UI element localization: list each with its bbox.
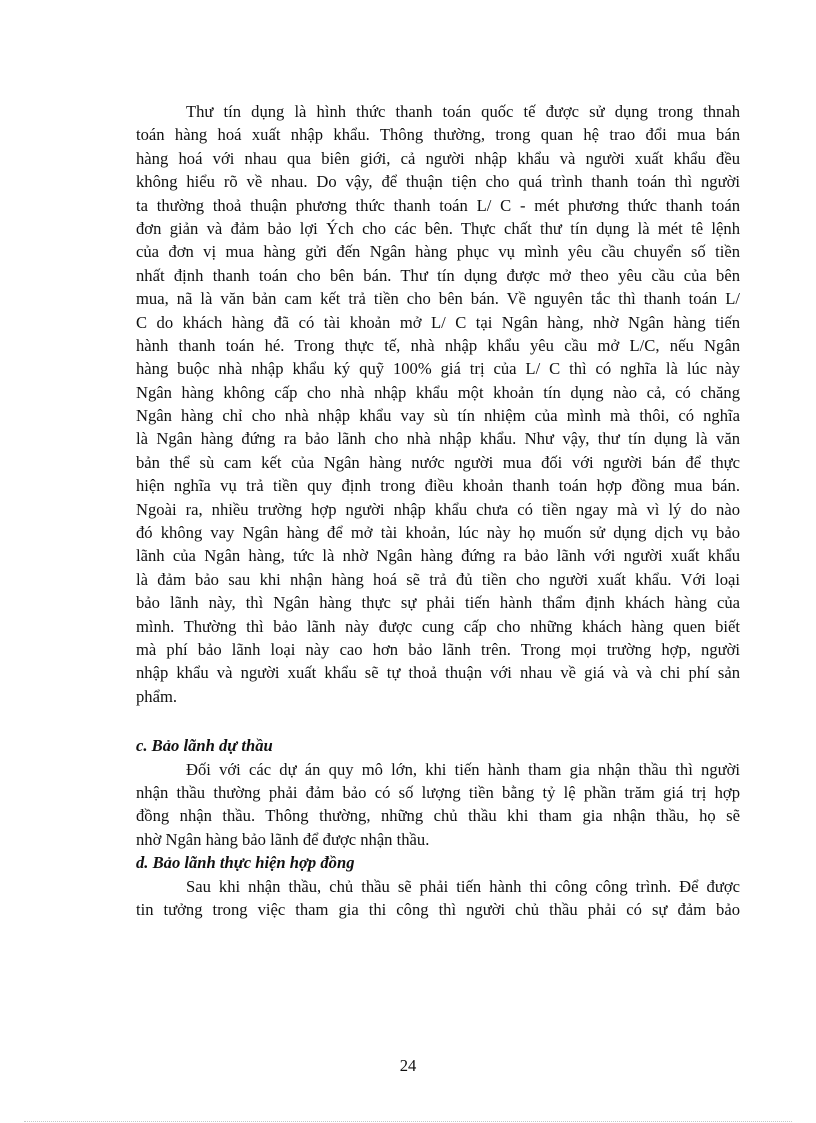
text-line: hành thanh toán hé. Trong thực tế, nhà nhập khẩu yêu cầu mở L/C, nếu Ngân bbox=[136, 335, 740, 355]
text-line: mua, nã là văn bản cam kết trả tiền cho bên bán. Về nguyên tắc thì thanh toán L/ bbox=[136, 289, 740, 309]
text-line: là đảm bảo sau khi nhận hàng hoá sẽ trả đủ tiền cho người xuất khẩu. Với loại bbox=[136, 569, 740, 589]
footer-divider bbox=[24, 1121, 792, 1122]
text-line: hàng hoá với nhau qua biên giới, cả người nhập khẩu và người xuất khẩu đều bbox=[136, 148, 740, 168]
paragraph-performance-guarantee bbox=[136, 875, 740, 922]
text-line: Thư tín dụng là hình thức thanh toán quốc tế được sử dụng trong thnah bbox=[186, 102, 740, 121]
text-line: Ngân hàng không cấp cho nhà nhập khẩu một khoản tín dụng nào cả, có chăng bbox=[136, 382, 740, 402]
text-line: ta thường thoả thuận phương thức thanh toán L/ C - mét phương thức thanh toán bbox=[136, 195, 740, 215]
text-line: bảo lãnh này, thì Ngân hàng thực sự phải tiến hành thẩm định khách hàng của bbox=[136, 593, 740, 613]
section-heading-performance-guarantee: d. Bảo lãnh thực hiện hợp đồng bbox=[136, 853, 355, 873]
text-line: nhận thầu thường phải đảm bảo có số lượng tiền bằng tỷ lệ phần trăm giá trị hợp bbox=[136, 782, 740, 802]
text-line: Đối với các dự án quy mô lớn, khi tiến hành tham gia nhận thầu thì người bbox=[186, 759, 740, 779]
text-line: không hiểu rõ về nhau. Do vậy, để thuận tiện cho quá trình thanh toán thì người bbox=[136, 172, 740, 192]
text-line: tin tưởng trong việc tham gia thi công thì người chủ thầu phải có sự đảm bảo bbox=[136, 899, 740, 919]
text-line: Ngân hàng chỉ cho nhà nhập khẩu vay sù tín nhiệm của mình mà thôi, có nghĩa bbox=[136, 406, 740, 426]
text-line: đơn giản và đảm bảo lợi Ých cho các bên. Thực chất thư tín dụng là mét tê lệnh bbox=[136, 218, 740, 238]
text-line: nhờ Ngân hàng bảo lãnh để được nhận thầu. bbox=[136, 829, 430, 849]
document-body bbox=[136, 100, 740, 921]
text-line: phẩm. bbox=[136, 686, 178, 706]
spacer bbox=[136, 708, 740, 734]
section-heading-bid-guarantee: c. Bảo lãnh dự thầu bbox=[136, 736, 273, 756]
text-line: Sau khi nhận thầu, chủ thầu sẽ phải tiến hành thi công công trình. Để được bbox=[186, 876, 740, 896]
text-line: nhất định thanh toán cho bên bán. Thư tín dụng được mở theo yêu cầu của bên bbox=[136, 265, 740, 285]
text-line: lãnh của Ngân hàng, tức là nhờ Ngân hàng đứng ra bảo lãnh với người xuất khẩu bbox=[136, 546, 740, 566]
text-line: Ngoài ra, nhiều trường hợp người nhập khẩu chưa có tiền ngay mà vì lý do nào bbox=[136, 499, 740, 519]
paragraph-bid-guarantee bbox=[136, 758, 740, 852]
text-line: mà phí bảo lãnh loại này cao hơn bảo lãnh trên. Trong mọi trường hợp, người bbox=[136, 639, 740, 659]
text-line: là Ngân hàng đứng ra bảo lãnh cho nhà nhập khẩu. Như vậy, thư tín dụng là văn bbox=[136, 429, 740, 449]
text-line: mình. Thường thì bảo lãnh này được cung cấp cho những khách hàng quen biết bbox=[136, 616, 740, 636]
text-line: C do khách hàng đã có tài khoản mở L/ C tại Ngân hàng, nhờ Ngân hàng tiến bbox=[136, 312, 740, 332]
page-number: 24 bbox=[399, 1056, 417, 1075]
text-line: bản thể sù cam kết của Ngân hàng nước người mua đối với người bán để thực bbox=[136, 452, 740, 472]
text-line: hàng buộc nhà nhập khẩu ký quỹ 100% giá trị của L/ C thì có nghĩa là lúc này bbox=[136, 359, 740, 379]
text-line: nhập khẩu và người xuất khẩu sẽ tự thoả thuận với nhau về giá và và chi phí sản bbox=[136, 663, 740, 683]
text-line: đồng nhận thầu. Thông thường, những chủ thầu khi tham gia nhận thầu, họ sẽ bbox=[136, 806, 740, 826]
text-line: của đơn vị mua hàng gửi đến Ngân hàng phục vụ mình yêu cầu chuyển số tiền bbox=[136, 242, 740, 262]
text-line: hiện nghĩa vụ trả tiền quy định trong điều khoản thanh toán hợp đồng mua bán. bbox=[136, 476, 740, 496]
text-line: toán hàng hoá xuất nhập khẩu. Thông thường, trong quan hệ trao đổi mua bán bbox=[136, 125, 740, 145]
paragraph-letter-of-credit bbox=[136, 100, 740, 708]
text-line: đó không vay Ngân hàng để mở tài khoản, lúc này họ muốn sử dụng dịch vụ bảo bbox=[136, 523, 740, 543]
